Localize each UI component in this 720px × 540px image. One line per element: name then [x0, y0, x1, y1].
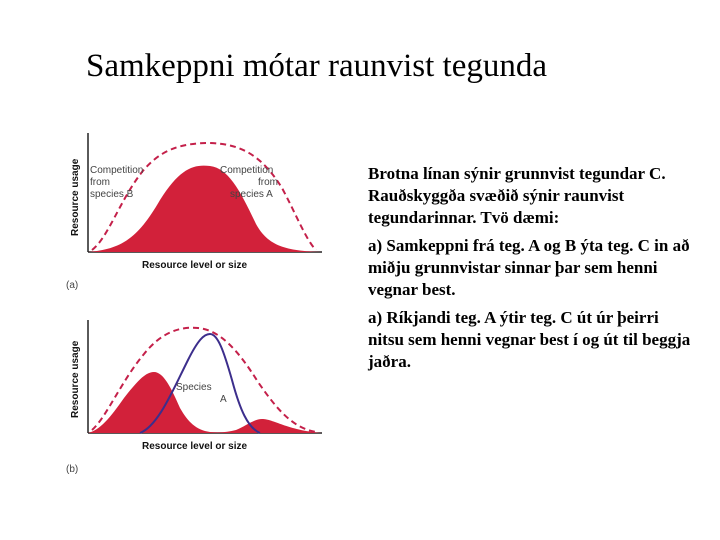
panel-a	[66, 133, 322, 291]
panel-a-tag: (a)	[66, 280, 79, 291]
panel-b-ylabel: Resource usage	[70, 340, 81, 418]
niche-diagram	[60, 128, 340, 480]
explanation-paragraph-2: a) Samkeppni frá teg. A og B ýta teg. C in að miðju grunnvistar sinnar þar sem henni vegnar best.	[368, 236, 690, 299]
panel-a-xlabel: Resource level or size	[142, 260, 248, 271]
slide-title: Samkeppni mótar raunvist tegunda	[86, 48, 547, 84]
explanation-paragraph-3: a) Ríkjandi teg. A ýtir teg. C út úr þeirri nitsu sem henni vegnar best í og út til beggja jaðra.	[368, 308, 691, 371]
panel-a-left-annotation: Competition from species B	[90, 165, 144, 200]
panel-a-realized-niche	[88, 166, 322, 252]
panel-b-tag: (b)	[66, 464, 79, 475]
niche-figure	[60, 128, 340, 480]
panel-b-xlabel: Resource level or size	[142, 441, 248, 452]
explanation-paragraph-1: Brotna línan sýnir grunnvist tegundar C. Rauðskyggða svæðið sýnir raunvist tegundarinnar. Tvö dæmi:	[368, 164, 666, 227]
panel-b	[66, 320, 322, 475]
explanation-text	[368, 163, 698, 379]
panel-a-ylabel: Resource usage	[70, 158, 81, 236]
panel-b-species-annotation: Species A	[176, 382, 227, 405]
panel-a-right-annotation: Competition from species A	[220, 165, 278, 200]
